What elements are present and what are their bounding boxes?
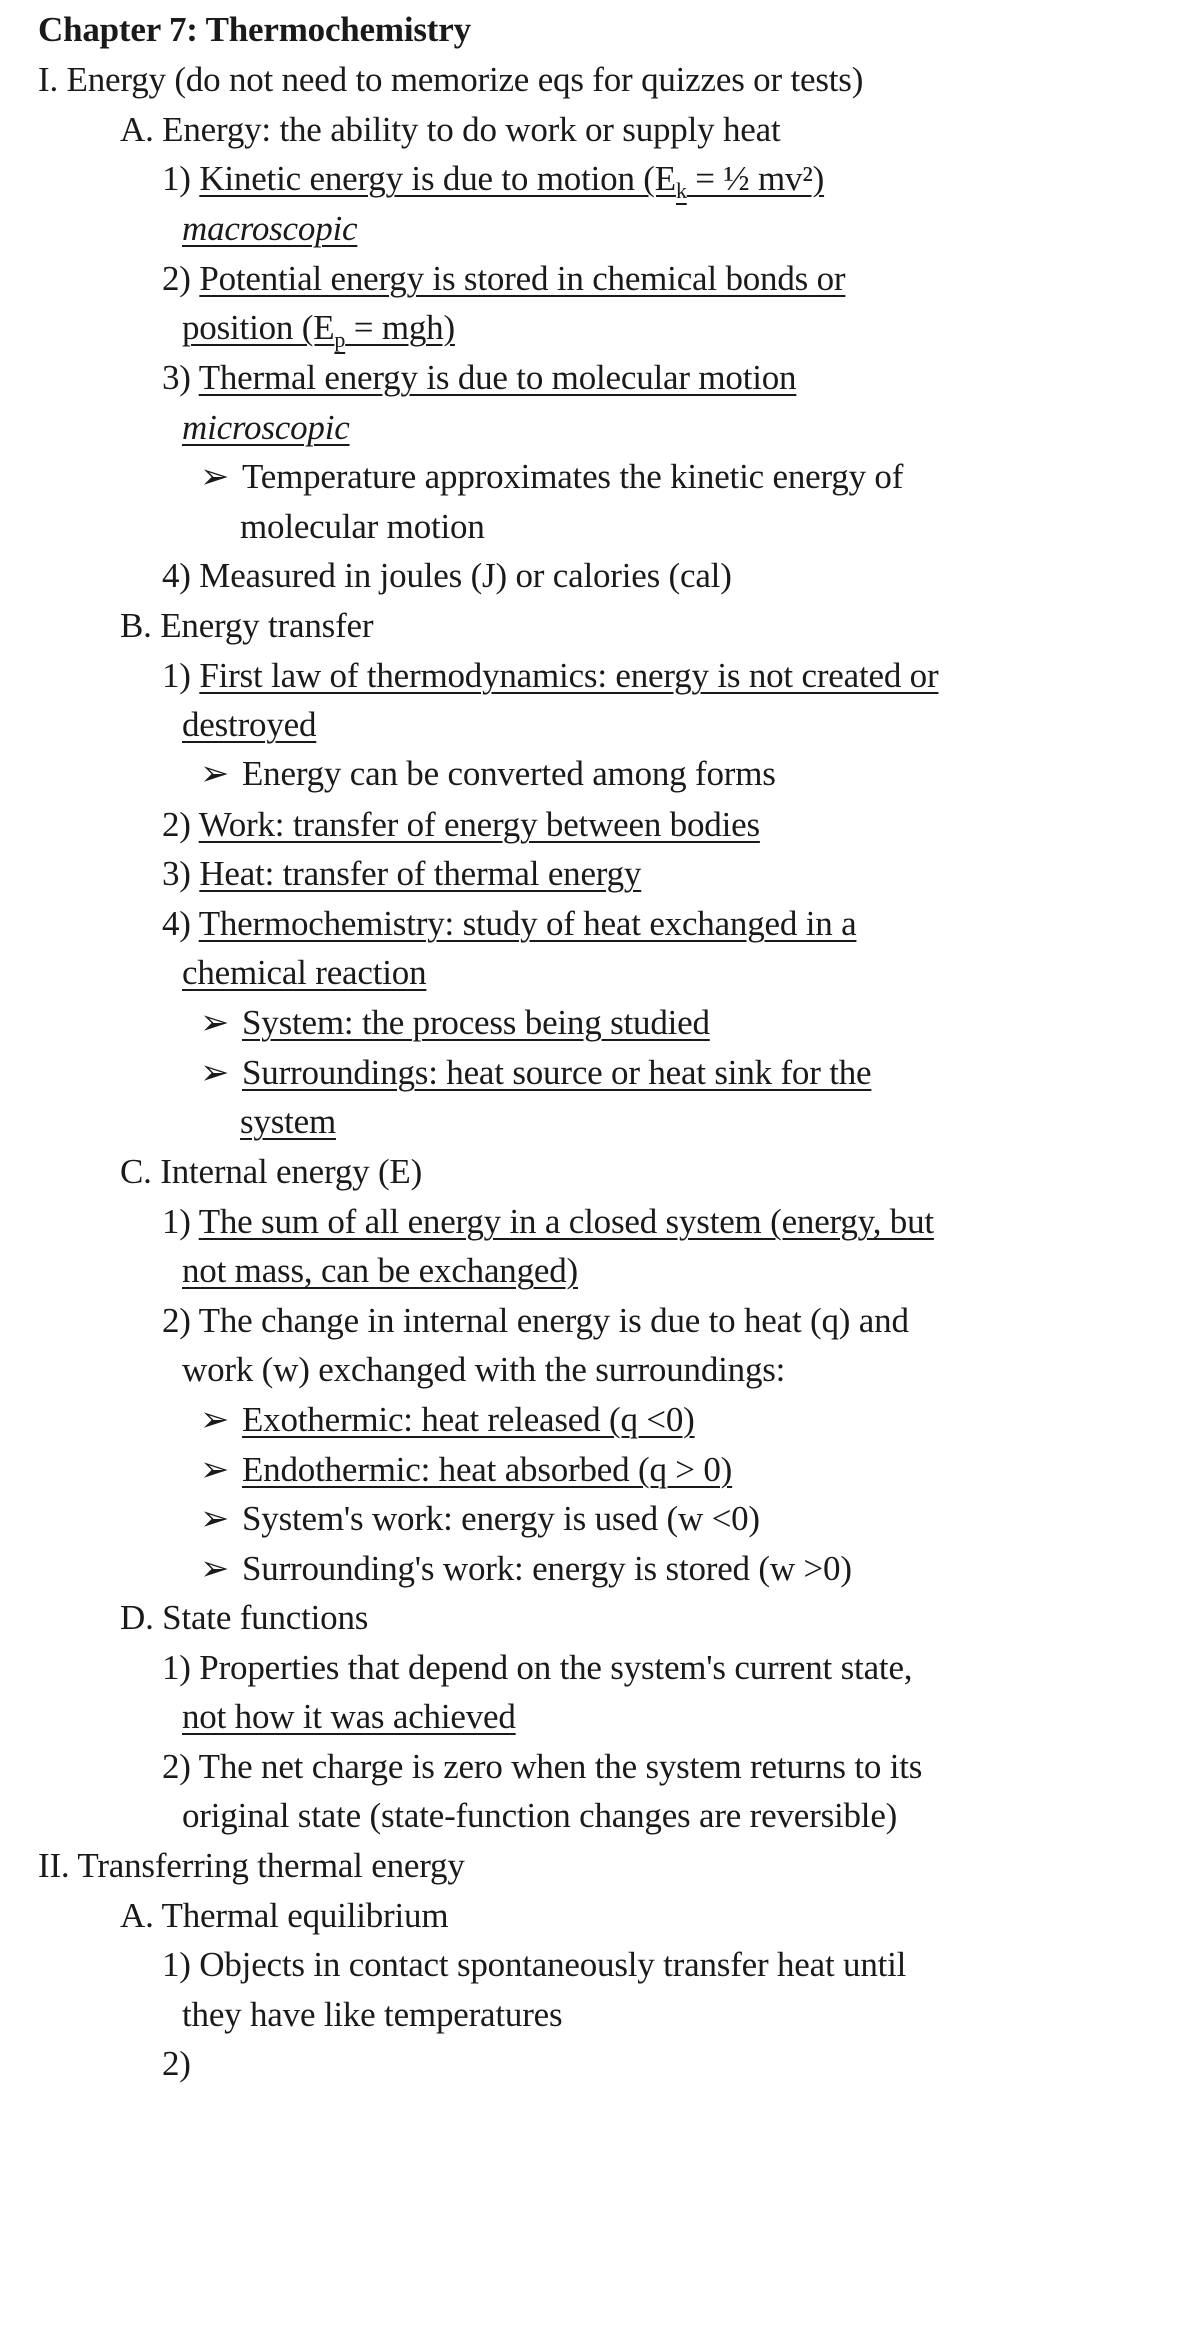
outline-line xyxy=(182,1348,785,1392)
item-number: 1) xyxy=(162,1202,199,1241)
underlined-text: chemical reaction xyxy=(182,953,427,992)
underlined-text: Work: transfer of energy between bodies xyxy=(198,805,760,844)
line-text: C. Internal energy (E) xyxy=(120,1152,423,1191)
outline-line xyxy=(162,1200,934,1244)
outline-line xyxy=(182,406,350,450)
bullet-arrow-icon: ➢ xyxy=(200,1003,230,1042)
underlined-text: The sum of all energy in a closed system (energy, but xyxy=(198,1202,934,1241)
outline-line xyxy=(162,902,856,946)
underlined-text: not how it was achieved xyxy=(182,1697,516,1736)
underlined-text: microscopic xyxy=(182,408,350,447)
outline-line xyxy=(120,604,373,648)
line-text: System's work: energy is used (w <0) xyxy=(242,1499,760,1538)
outline-line xyxy=(182,306,455,362)
outline-line xyxy=(120,1894,448,1938)
bullet-arrow-icon: ➢ xyxy=(200,457,230,496)
underlined-text: macroscopic xyxy=(182,209,358,248)
outline-line xyxy=(162,554,732,598)
item-number: 3) xyxy=(162,358,199,397)
line-text: Energy can be converted among forms xyxy=(242,754,776,793)
underlined-text: Potential energy is stored in chemical bonds or xyxy=(199,259,846,298)
outline-line xyxy=(200,1497,760,1541)
outline-line xyxy=(162,1943,906,1987)
outline-line xyxy=(200,455,903,499)
item-number: 2) xyxy=(162,805,199,844)
outline-line xyxy=(200,1547,852,1591)
line-text: molecular motion xyxy=(240,507,485,546)
outline-line xyxy=(120,108,780,152)
bullet-arrow-icon: ➢ xyxy=(200,1450,230,1489)
underlined-text: Thermal energy is due to molecular motion xyxy=(198,358,797,397)
underlined-text: = ½ mv²) xyxy=(686,159,825,198)
outline-line xyxy=(200,1398,695,1442)
underlined-text: First law of thermodynamics: energy is not created or xyxy=(199,656,939,695)
line-text: 2) The net charge is zero when the system returns to its xyxy=(162,1747,923,1786)
outline-line xyxy=(162,1646,912,1690)
underlined-text: Kinetic energy is due to motion (E xyxy=(199,159,676,198)
line-text: Temperature approximates the kinetic energy of xyxy=(242,457,904,496)
outline-line xyxy=(162,356,796,400)
outline-line xyxy=(182,703,316,747)
line-text: A. Energy: the ability to do work or supply heat xyxy=(120,110,781,149)
outline-line xyxy=(182,951,426,995)
line-text: II. Transferring thermal energy xyxy=(38,1846,465,1885)
underlined-text: Endothermic: heat absorbed (q > 0) xyxy=(242,1450,733,1489)
underlined-text: System: the process being studied xyxy=(242,1003,710,1042)
subscript: p xyxy=(334,327,346,352)
outline-line xyxy=(182,207,357,251)
outline-line xyxy=(162,1299,909,1343)
outline-line xyxy=(182,1695,516,1739)
line-text: B. Energy transfer xyxy=(120,606,374,645)
outline-line xyxy=(200,1001,710,1045)
outline-line xyxy=(162,1745,922,1789)
underlined-text: destroyed xyxy=(182,705,317,744)
outline-line xyxy=(200,1051,871,1095)
outline-line xyxy=(162,654,938,698)
outline-line xyxy=(162,257,845,301)
line-text: work (w) exchanged with the surroundings: xyxy=(182,1350,786,1389)
underlined-text: position (E xyxy=(182,308,335,347)
outline-line xyxy=(162,803,760,847)
item-number: 3) xyxy=(162,854,200,893)
underlined-text: Thermochemistry: study of heat exchanged in a xyxy=(198,904,857,943)
item-number: 1) xyxy=(162,159,200,198)
underlined-text: Heat: transfer of thermal energy xyxy=(199,854,642,893)
line-text: 4) Measured in joules (J) or calories (cal) xyxy=(162,556,732,595)
line-text: 1) Objects in contact spontaneously transfer heat until xyxy=(162,1945,907,1984)
chapter-title: Chapter 7: Thermochemistry xyxy=(38,10,471,49)
bullet-arrow-icon: ➢ xyxy=(200,1499,230,1538)
line-text: 1) Properties that depend on the system's current state, xyxy=(162,1648,913,1687)
line-text: D. State functions xyxy=(120,1598,369,1637)
outline-line xyxy=(162,2042,191,2086)
outline-line xyxy=(162,157,824,213)
outline-line xyxy=(240,1100,336,1144)
line-text: I. Energy (do not need to memorize eqs for quizzes or tests) xyxy=(38,60,864,99)
outline-line xyxy=(200,752,776,796)
line-text: 2) xyxy=(162,2044,191,2083)
underlined-text: not mass, can be exchanged) xyxy=(182,1251,578,1290)
underlined-text: = mgh) xyxy=(345,308,455,347)
outline-line xyxy=(162,852,641,896)
outline-line xyxy=(182,1794,897,1838)
line-text: original state (state-function changes are reversible) xyxy=(182,1796,898,1835)
line-text: they have like temperatures xyxy=(182,1995,563,2034)
underlined-text: Surroundings: heat source or heat sink for the xyxy=(242,1053,872,1092)
line-text: 2) The change in internal energy is due to heat (q) and xyxy=(162,1301,909,1340)
line-text: Surrounding's work: energy is stored (w >0) xyxy=(242,1549,852,1588)
outline-line xyxy=(38,58,863,102)
item-number: 1) xyxy=(162,656,200,695)
outline-line xyxy=(200,1448,732,1492)
outline-line xyxy=(182,1249,578,1293)
underlined-text: system xyxy=(240,1102,337,1141)
item-number: 2) xyxy=(162,259,200,298)
line-text: A. Thermal equilibrium xyxy=(120,1896,449,1935)
subscript: k xyxy=(675,178,687,203)
bullet-arrow-icon: ➢ xyxy=(200,1053,230,1092)
underlined-text: Exothermic: heat released (q <0) xyxy=(242,1400,695,1439)
bullet-arrow-icon: ➢ xyxy=(200,1549,230,1588)
bullet-arrow-icon: ➢ xyxy=(200,754,230,793)
outline-line xyxy=(182,1993,562,2037)
outline-line xyxy=(120,1150,422,1194)
outline-line xyxy=(120,1596,368,1640)
outline-line xyxy=(240,505,485,549)
bullet-arrow-icon: ➢ xyxy=(200,1400,230,1439)
item-number: 4) xyxy=(162,904,199,943)
outline-line xyxy=(38,1844,465,1888)
